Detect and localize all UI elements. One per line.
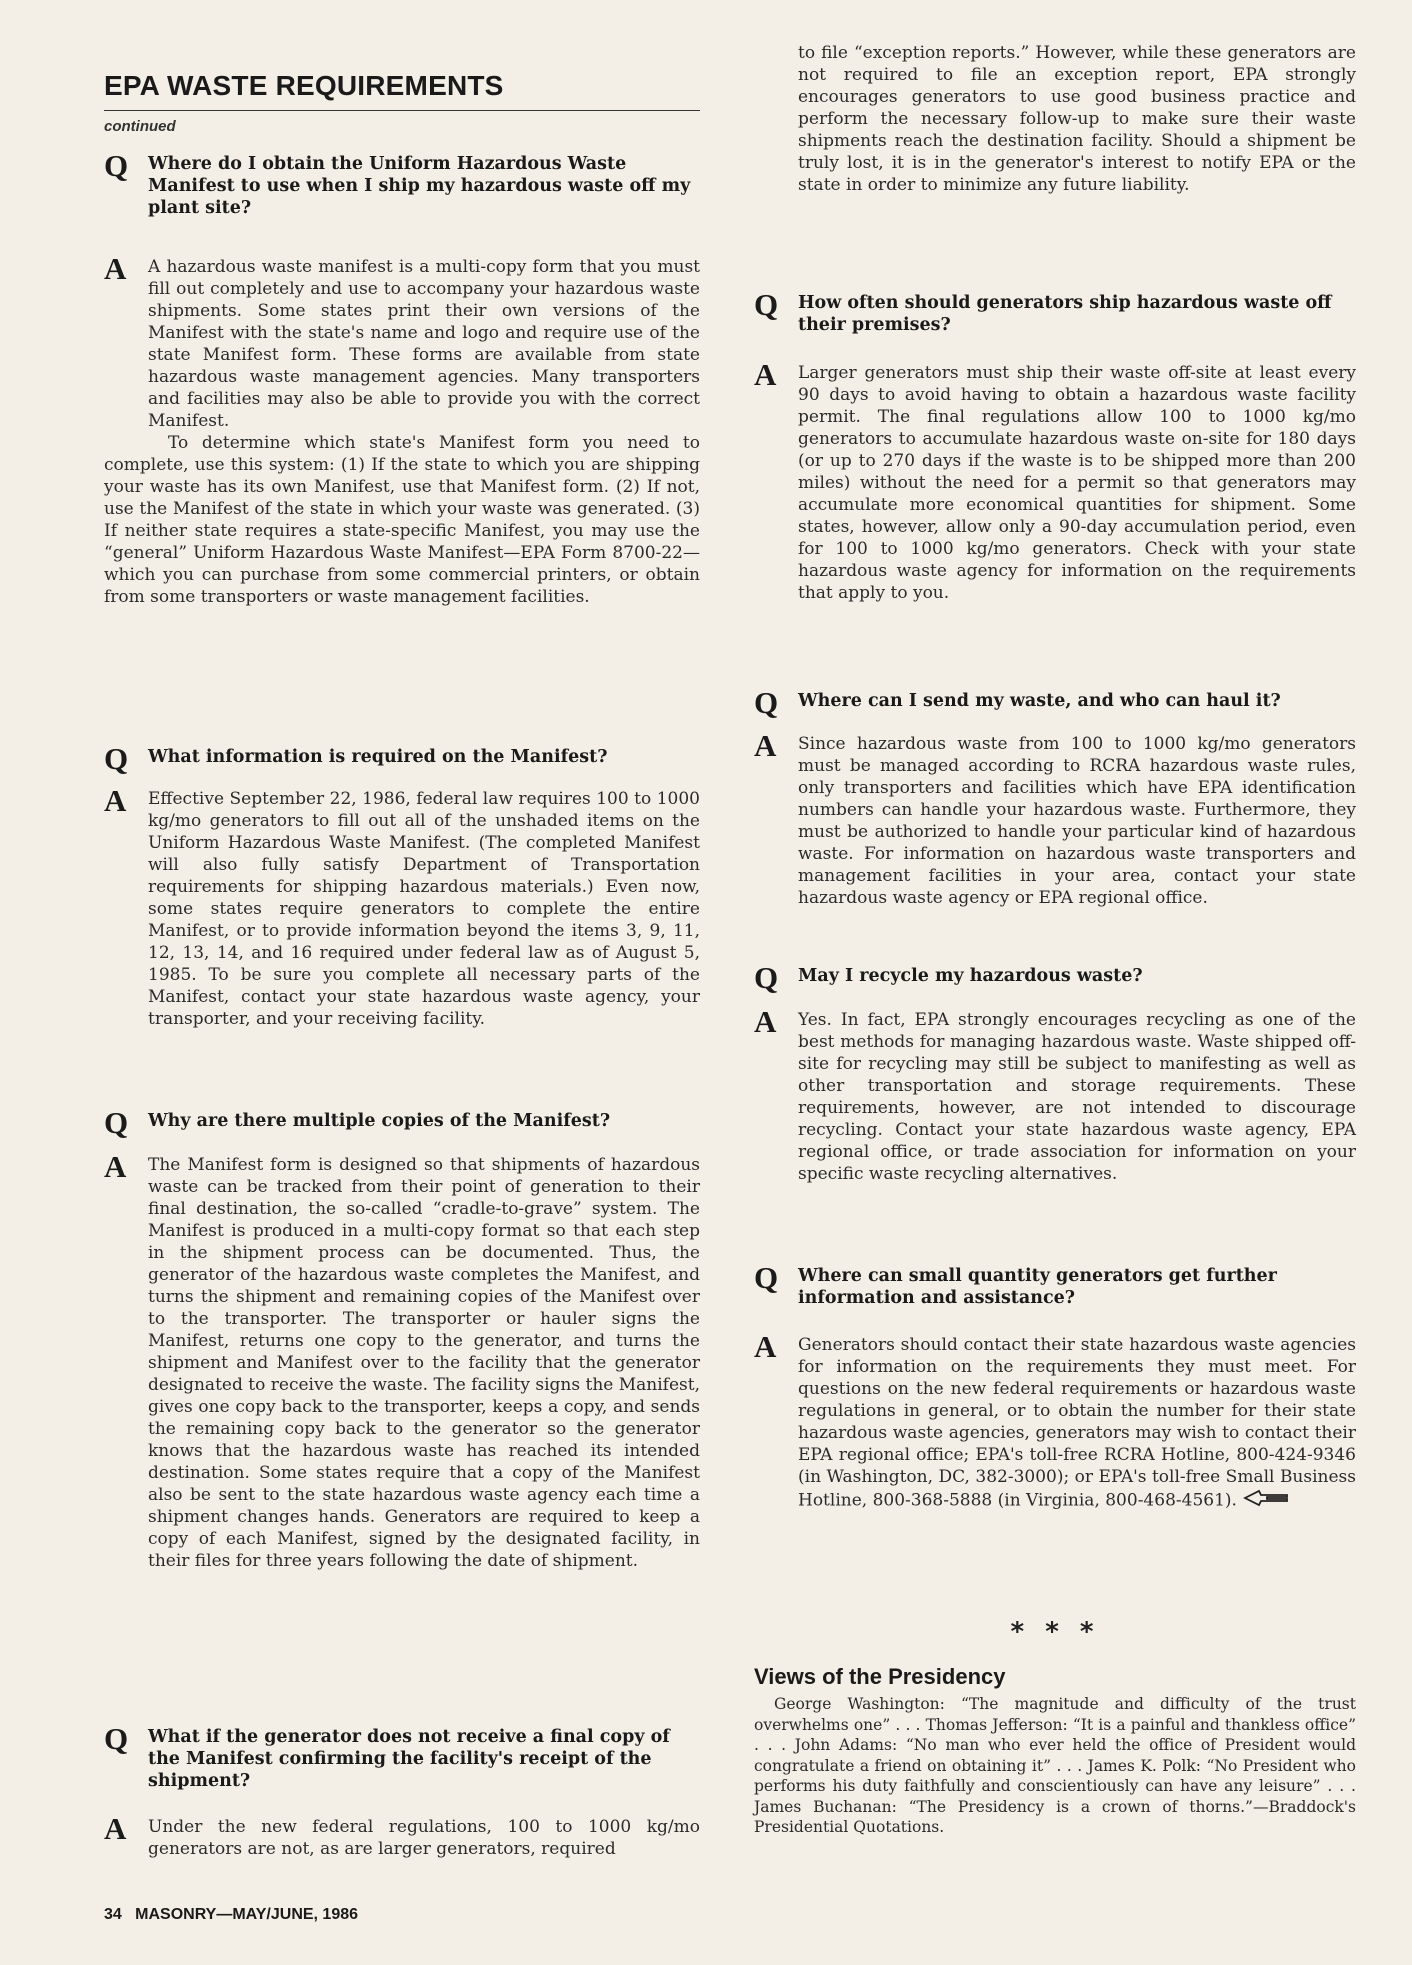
question-4 — [104, 1721, 700, 1792]
answer-text — [104, 256, 700, 608]
answer-3 — [104, 1149, 700, 1572]
page-number: 34 — [104, 1906, 122, 1923]
q-mark: Q — [104, 1721, 129, 1756]
q-mark: Q — [104, 148, 129, 183]
answer-paragraph: Yes. In fact, EPA strongly encourages recycling as one of the best methods for managing hazardous waste. Waste shipped off-site for recycling may still be subject to manifesting as well as other transportation and storage requirements. These requirements, however, are not intended to discourage recycling. Contact your state hazardous waste agency, EPA regional office, or trade association for information on your specific waste recycling alternatives. — [798, 1010, 1356, 1184]
publication-name: MASONRY—MAY/JUNE, 1986 — [135, 1906, 359, 1923]
answer-4-continuation — [754, 42, 1356, 196]
question-1 — [104, 148, 700, 219]
question-text: What information is required on the Manifest? — [148, 747, 608, 767]
hand-pointer-icon — [1243, 1488, 1289, 1514]
answer-7 — [754, 1004, 1356, 1185]
question-2 — [104, 741, 700, 776]
a-mark: A — [754, 1004, 777, 1039]
question-text: Why are there multiple copies of the Manifest? — [148, 1111, 611, 1131]
a-mark: A — [104, 1149, 127, 1184]
question-text: Where can I send my waste, and who can haul it? — [798, 691, 1281, 711]
answer-5 — [754, 357, 1356, 604]
question-text: Where can small quantity generators get further information and assistance? — [798, 1266, 1277, 1308]
answer-text — [148, 1816, 700, 1860]
answer-text — [798, 362, 1356, 604]
answer-paragraph: Larger generators must ship their waste off-site at least every 90 days to avoid having to obtain a hazardous waste facility permit. The final regulations allow 100 to 1000 kg/mo generators to accumulate hazardous waste on-site for 180 days (or up to 270 days if the waste is to be shipped more than 200 miles) without the need for a permit so that generators may accumulate more economical quantities for shipment. Some states, however, allow only a 90-day accumulation period, even for 100 to 1000 kg/mo generators. Check with your state hazardous waste agency for information on the requirements that apply to you. — [798, 363, 1356, 603]
a-mark: A — [104, 251, 127, 286]
answer-paragraph: Under the new federal regulations, 100 to 1000 kg/mo generators are not, as are larger generators, required — [148, 1817, 700, 1859]
continued-label: continued — [104, 118, 176, 135]
answer-paragraph: Effective September 22, 1986, federal law requires 100 to 1000 kg/mo generators to fill out all of the unshaded items on the Uniform Hazardous Waste Manifest. (The completed Manifest will also fully satisfy Department of Transportation requirements for shipping hazardous materials.) Even now, some states require generators to complete the entire Manifest, or to provide information beyond the items 3, 9, 11, 12, 13, 14, and 16 required under federal law as of August 5, 1985. To be sure you complete all necessary parts of the Manifest, contact your state hazardous waste agency, your transporter, and your receiving facility. — [148, 789, 700, 1029]
answer-1 — [104, 251, 700, 608]
question-5 — [754, 287, 1356, 336]
q-mark: Q — [754, 960, 779, 995]
answer-paragraph: To determine which state's Manifest form you need to complete, use this system: (1) If the state to which you are shipping your waste has its own Manifest, use that Manifest form. (2) If not, use the Manifest of the state in which your waste was generated. (3) If neither state requires a state-specific Manifest, you may use the “general” Uniform Hazardous Waste Manifest—EPA Form 8700-22—which you can purchase from some commercial printers, or obtain from some transporters or waste management facilities. — [104, 433, 700, 607]
a-mark: A — [754, 357, 777, 392]
answer-paragraph: A hazardous waste manifest is a multi-copy form that you must fill out completely and use to accompany your hazardous waste shipments. Some states print their own versions of the Manifest with the state's name and logo and require use of the state Manifest form. These forms are available from state hazardous waste management agencies. Many transporters and facilities may also be able to provide you with the correct Manifest. — [148, 257, 700, 431]
q-mark: Q — [754, 685, 779, 720]
answer-paragraph — [798, 1334, 1356, 1514]
a-mark: A — [754, 1329, 777, 1364]
question-8 — [754, 1260, 1356, 1309]
a-mark: A — [754, 728, 777, 763]
a-mark: A — [104, 783, 127, 818]
section-separator: * * * — [1010, 1617, 1100, 1647]
title-rule — [104, 110, 700, 111]
answer-text — [148, 1154, 700, 1572]
q-mark: Q — [754, 287, 779, 322]
answer-text — [798, 1009, 1356, 1185]
answer-6 — [754, 728, 1356, 909]
answer-paragraph: The Manifest form is designed so that shipments of hazardous waste can be tracked from their point of generation to their final destination, the so-called “cradle-to-grave” system. The Manifest is produced in a multi-copy format so that each step in the shipment process can be documented. Thus, the generator of the hazardous waste completes the Manifest, and turns the shipment and remaining copies of the Manifest over to the transporter. The transporter or hauler signs the Manifest, returns one copy to the generator, and turns the shipment and Manifest over to the facility that the generator designated to receive the waste. The facility signs the Manifest, gives one copy back to the transporter, keeps a copy, and sends the remaining copy back to the generator so the generator knows that the hazardous waste has reached its intended destination. Some states require that a copy of the Manifest also be sent to the state hazardous waste agency each time a shipment changes hands. Generators are required to keep a copy of each Manifest, signed by the designated facility, in their files for three years following the date of shipment. — [148, 1155, 700, 1571]
question-text: How often should generators ship hazardous waste off their premises? — [798, 293, 1332, 335]
q-mark: Q — [754, 1260, 779, 1295]
question-text: Where do I obtain the Uniform Hazardous Waste Manifest to use when I ship my hazardous waste off my plant site? — [148, 154, 691, 218]
q-mark: Q — [104, 741, 129, 776]
answer-paragraph: Since hazardous waste from 100 to 1000 kg/mo generators must be managed according to RCRA hazardous waste rules, only transporters and facilities which have EPA identification numbers can handle your hazardous waste. Furthermore, they must be authorized to handle your particular kind of hazardous waste. For information on hazardous waste transporters and management facilities in your area, contact your state hazardous waste agency or EPA regional office. — [798, 734, 1356, 908]
answer-8 — [754, 1329, 1356, 1514]
page-title: EPA WASTE REQUIREMENTS — [104, 70, 504, 101]
q-mark: Q — [104, 1105, 129, 1140]
question-6 — [754, 685, 1356, 720]
answer-2 — [104, 783, 700, 1030]
answer-paragraph-text: Generators should contact their state hazardous waste agencies for information on the requirements they must meet. For questions on the new federal requirements or hazardous waste regulations in general, or to obtain the number for their state hazardous waste agencies, generators may wish to contact their EPA regional office; EPA's toll-free RCRA Hotline, 800-424-9346 (in Washington, DC, 382-3000); or EPA's toll-free Small Business Hotline, 800-368-5888 (in Virginia, 800-468-4561). — [798, 1335, 1356, 1511]
answer-text — [148, 788, 700, 1030]
sidebar-title: Views of the Presidency — [754, 1664, 1006, 1689]
question-text: What if the generator does not receive a final copy of the Manifest confirming the facility's receipt of the shipment? — [148, 1727, 670, 1791]
answer-text — [798, 733, 1356, 909]
question-7 — [754, 960, 1356, 995]
a-mark: A — [104, 1811, 127, 1846]
answer-text — [798, 1334, 1356, 1514]
question-3 — [104, 1105, 700, 1140]
question-text: May I recycle my hazardous waste? — [798, 966, 1143, 986]
sidebar-body: George Washington: “The magnitude and difficulty of the trust overwhelms one” . . . Thomas Jefferson: “It is a painful and thankless office” . . . John Adams: “No man who ever held the office of President would congratulate a friend on obtaining it” . . . James K. Polk: “No President who performs his duty faithfully and conscientiously can have any leisure” . . . James Buchanan: “The Presidency is a crown of thorns.”—Braddock's Presidential Quotations. — [754, 1695, 1356, 1836]
page-footer — [104, 1906, 358, 1924]
answer-4 — [104, 1811, 700, 1860]
continuation-text: to file “exception reports.” However, while these generators are not required to file an exception report, EPA strongly encourages generators to use good business practice and perform the necessary follow-up to make sure their waste shipments reach the destination facility. Should a shipment be truly lost, it is in the generator's interest to notify EPA or the state in order to minimize any future liability. — [798, 43, 1356, 195]
